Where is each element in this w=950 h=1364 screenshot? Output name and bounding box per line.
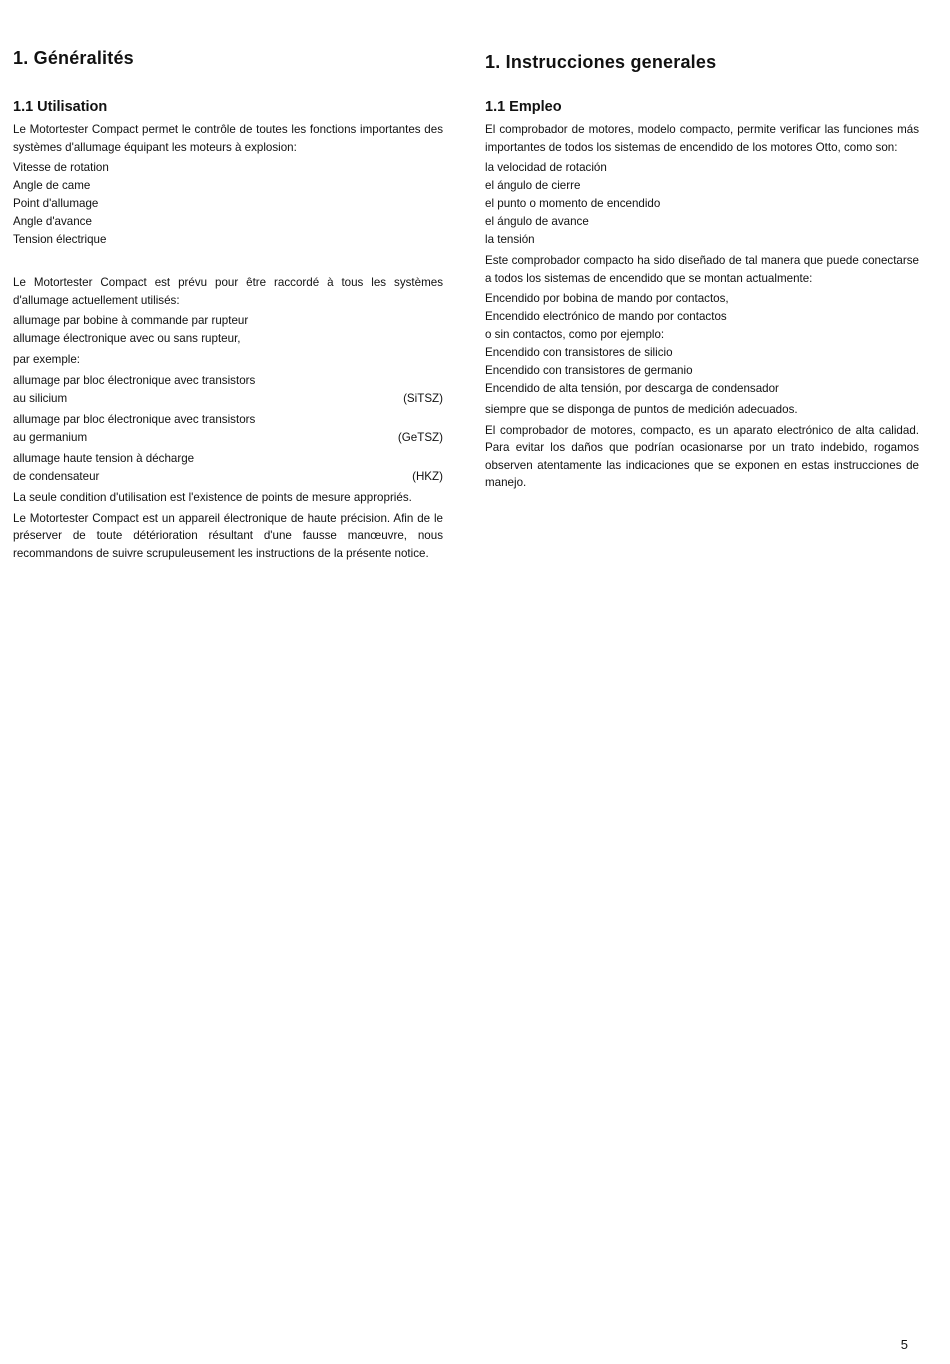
list-item: Point d'allumage <box>13 197 99 210</box>
subsection-title-es: 1.1 Empleo <box>485 99 562 115</box>
subsection-title-fr: 1.1 Utilisation <box>13 99 108 115</box>
page-number: 5 <box>900 1337 908 1352</box>
list-item: Encendido electrónico de mando por contactos <box>485 310 727 323</box>
list-item: allumage par bobine à commande par rupteur <box>13 314 249 327</box>
list-item: el punto o momento de encendido <box>485 197 661 210</box>
list-item: o sin contactos, como por ejemplo: <box>485 328 665 341</box>
list-item: la tensión <box>485 233 535 246</box>
example-code: (SiTSZ) <box>403 392 443 405</box>
list-item: la velocidad de rotación <box>485 161 607 174</box>
condition-paragraph-fr: La seule condition d'utilisation est l'existence de points de mesure appropriés. <box>13 491 412 504</box>
intro-paragraph-es: El comprobador de motores, modelo compacto, permite verificar las funciones más importantes de todos los sistemas de encendido de los motores Otto, como son: <box>485 123 919 154</box>
example-item-getsz <box>13 411 443 447</box>
list-item: el ángulo de cierre <box>485 179 581 192</box>
spanish-column <box>485 52 919 495</box>
example-item-hkz <box>13 450 443 486</box>
intro-paragraph-fr: Le Motortester Compact permet le contrôle de toutes les fonctions importantes des systèmes d'allumage équipant les moteurs à explosion: <box>13 123 443 154</box>
example-code: (HKZ) <box>412 470 443 483</box>
section-title-fr: 1. Généralités <box>13 48 134 68</box>
list-item: Encendido con transistores de germanio <box>485 364 693 377</box>
systems-list-es <box>485 290 919 398</box>
condition-paragraph-es: siempre que se disponga de puntos de medición adecuados. <box>485 403 798 416</box>
example-line: allumage haute tension à décharge <box>13 452 195 465</box>
example-line: au silicium <box>13 392 68 405</box>
example-label-fr: par exemple: <box>13 353 81 366</box>
functions-list-es <box>485 159 919 249</box>
list-item: Tension électrique <box>13 233 107 246</box>
list-item: Angle de came <box>13 179 91 192</box>
list-item: Angle d'avance <box>13 215 92 228</box>
functions-list-fr <box>13 159 443 249</box>
list-item: Encendido por bobina de mando por contactos, <box>485 292 729 305</box>
compat-paragraph-es: Este comprobador compacto ha sido diseñado de tal manera que puede conectarse a todos los sistemas de encendido que se montan actualmente: <box>485 254 919 285</box>
list-item: Encendido de alta tensión, por descarga de condensador <box>485 382 779 395</box>
compat-paragraph-fr: Le Motortester Compact est prévu pour être raccordé à tous les systèmes d'allumage actuellement utilisés: <box>13 276 443 307</box>
example-line: allumage par bloc électronique avec transistors <box>13 413 256 426</box>
french-column <box>13 48 443 565</box>
list-item: el ángulo de avance <box>485 215 589 228</box>
precision-paragraph-fr: Le Motortester Compact est un appareil électronique de haute précision. Afin de le préserver de toute détérioration résultant d'une fausse manœuvre, nous recommandons de suivre scrupuleusement les instructions de la présente notice. <box>13 511 443 560</box>
list-item: Encendido con transistores de silicio <box>485 346 673 359</box>
example-item-sitsz <box>13 372 443 408</box>
example-line: allumage par bloc électronique avec transistors <box>13 374 256 387</box>
list-item: Vitesse de rotation <box>13 161 109 174</box>
precision-paragraph-es: El comprobador de motores, compacto, es un aparato electrónico de alta calidad. Para evitar los daños que podrían ocasionarse por un trato indebido, rogamos observen atentamente las indicaciones que se exponen en estas instrucciones de manejo. <box>485 423 919 489</box>
list-item: allumage électronique avec ou sans rupteur, <box>13 332 241 345</box>
example-line: de condensateur <box>13 470 100 483</box>
example-line: au germanium <box>13 431 88 444</box>
section-title-es: 1. Instrucciones generales <box>485 52 717 72</box>
systems-list-fr <box>13 312 443 348</box>
example-code: (GeTSZ) <box>397 431 443 444</box>
